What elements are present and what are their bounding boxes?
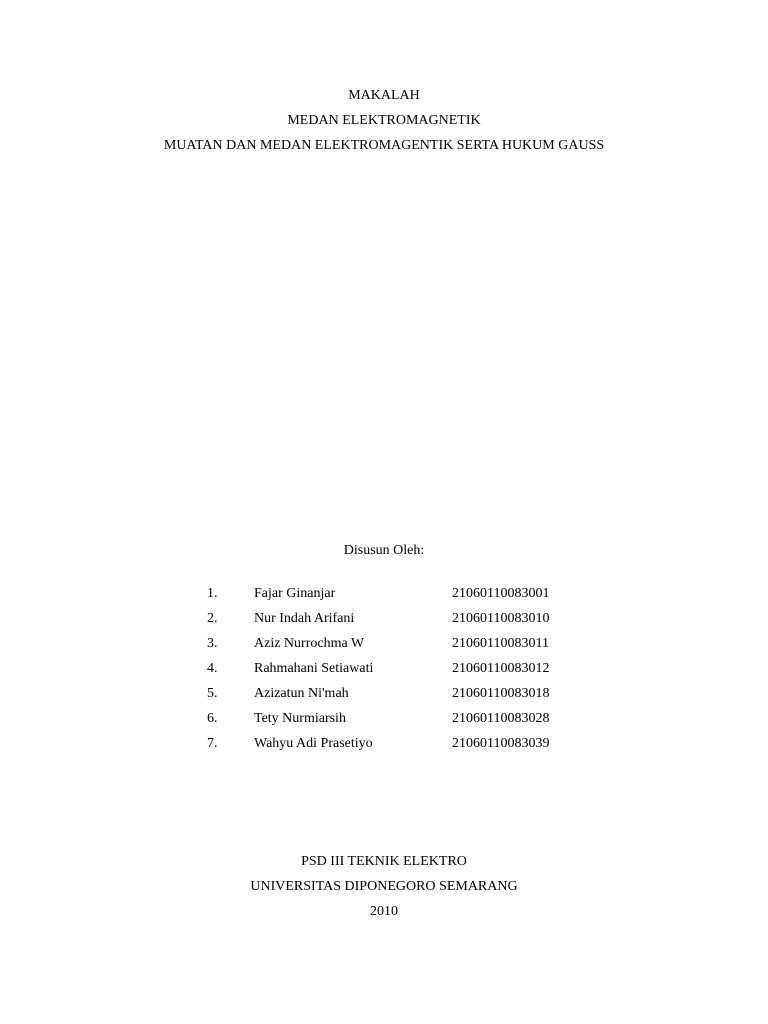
university-name: UNIVERSITAS DIPONEGORO SEMARANG (250, 879, 518, 894)
member-row (0, 635, 768, 653)
member-row (0, 660, 768, 678)
program-name: PSD III TEKNIK ELEKTRO (301, 854, 467, 869)
authored-by-label: Disusun Oleh: (343, 543, 425, 558)
member-nim: 21060110083001 (452, 586, 550, 601)
member-row (0, 710, 768, 728)
member-number: 2. (207, 611, 218, 626)
member-name: Fajar Ginanjar (254, 586, 336, 601)
document-type-heading: MAKALAH (348, 88, 420, 103)
member-row (0, 610, 768, 628)
member-number: 1. (207, 586, 218, 601)
member-row (0, 585, 768, 603)
member-name: Wahyu Adi Prasetiyo (254, 736, 373, 751)
member-nim: 21060110083012 (452, 661, 550, 676)
paper-topic-title: MUATAN DAN MEDAN ELEKTROMAGENTIK SERTA HUKUM GAUSS (163, 138, 605, 153)
year: 2010 (370, 904, 398, 919)
member-row (0, 735, 768, 753)
member-name: Aziz Nurrochma W (254, 636, 365, 651)
member-nim: 21060110083018 (452, 686, 550, 701)
member-nim: 21060110083039 (452, 736, 550, 751)
member-name: Rahmahani Setiawati (254, 661, 374, 676)
member-number: 7. (207, 736, 218, 751)
course-title: MEDAN ELEKTROMAGNETIK (287, 113, 481, 128)
member-number: 6. (207, 711, 218, 726)
member-nim: 21060110083028 (452, 711, 550, 726)
member-nim: 21060110083010 (452, 611, 550, 626)
member-number: 4. (207, 661, 218, 676)
member-name: Nur Indah Arifani (254, 611, 355, 626)
member-nim: 21060110083011 (452, 636, 549, 651)
member-number: 3. (207, 636, 218, 651)
member-row (0, 685, 768, 703)
member-name: Azizatun Ni'mah (254, 686, 349, 701)
member-number: 5. (207, 686, 218, 701)
member-name: Tety Nurmiarsih (254, 711, 346, 726)
